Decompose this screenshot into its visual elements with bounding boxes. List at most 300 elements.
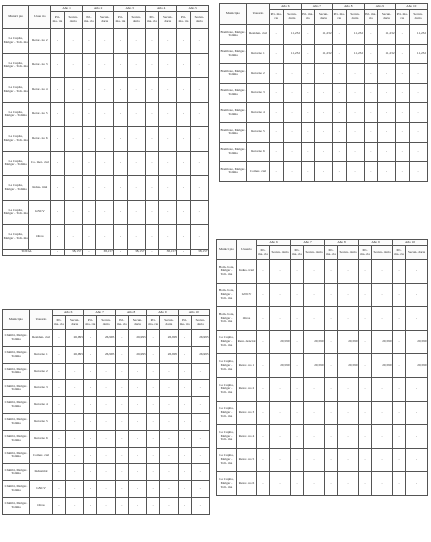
table-row — [3, 497, 210, 514]
value-cell: - — [191, 413, 209, 430]
table-row — [3, 225, 209, 250]
value-cell: - — [160, 380, 178, 397]
value-cell: - — [333, 103, 347, 123]
value-cell: - — [115, 430, 128, 447]
table-row — [3, 29, 209, 54]
value-cell: - — [127, 127, 145, 152]
table-row — [217, 307, 428, 331]
value-cell: - — [115, 330, 128, 347]
value-cell: - — [346, 162, 364, 182]
value-cell: - — [177, 176, 190, 201]
value-cell: - — [364, 64, 378, 84]
value-cell: - — [128, 380, 146, 397]
table-row — [3, 78, 209, 103]
value-cell: - — [97, 413, 115, 430]
value-cell: - — [372, 472, 393, 496]
value-cell: 11,232 — [315, 25, 333, 45]
value-cell: - — [378, 142, 396, 162]
value-cell: - — [115, 380, 128, 397]
value-cell: 11,232 — [346, 44, 364, 64]
header-secundaria: Secun- daria — [378, 10, 396, 25]
value-cell: - — [84, 464, 97, 481]
value-cell: - — [406, 425, 428, 449]
value-cell: - — [84, 497, 97, 514]
value-cell: 20,590 — [270, 354, 291, 378]
value-cell: - — [145, 78, 158, 103]
value-cell: - — [406, 472, 428, 496]
municipio-cell: Chimbi, Melgar- Tolima — [3, 464, 30, 481]
value-cell: - — [315, 64, 333, 84]
value-cell: - — [178, 430, 191, 447]
header-primaria: Pri- ma- ria — [291, 246, 304, 260]
value-cell: - — [177, 151, 190, 176]
value-cell: - — [291, 283, 304, 307]
value-cell: - — [51, 29, 64, 54]
usuario-cell: Retorno 5 — [30, 413, 53, 430]
header-secundaria: Secun- daria — [338, 246, 359, 260]
value-cell: - — [359, 448, 372, 472]
value-cell: - — [396, 83, 410, 103]
total-value-cell: 38,157 — [190, 249, 208, 255]
value-cell: - — [338, 377, 359, 401]
value-cell: - — [114, 127, 127, 152]
value-cell: - — [97, 380, 115, 397]
value-cell: - — [409, 64, 427, 84]
total-value-cell: 38,157 — [96, 249, 114, 255]
usuario-cell: Retor- no 4 — [237, 425, 257, 449]
value-cell: - — [257, 377, 270, 401]
header-year: Año 9 — [359, 240, 393, 246]
value-cell: - — [304, 448, 325, 472]
value-cell: - — [191, 363, 209, 380]
header-secundaria: Secun- daria — [128, 316, 146, 330]
value-cell: - — [128, 363, 146, 380]
table-row — [217, 472, 428, 496]
value-cell: - — [127, 29, 145, 54]
municipio-cell: Bombote, Melgar- Tolima — [220, 25, 247, 45]
value-cell: - — [291, 354, 304, 378]
usuario-cell: Industrial — [30, 464, 53, 481]
table-row — [3, 363, 210, 380]
value-cell: - — [359, 401, 372, 425]
value-cell: - — [364, 25, 378, 45]
value-cell: - — [270, 472, 291, 496]
value-cell: - — [127, 176, 145, 201]
value-cell: - — [115, 413, 128, 430]
value-cell: - — [406, 401, 428, 425]
value-cell: - — [372, 401, 393, 425]
header-secundaria: Secun- daria — [346, 10, 364, 25]
municipio-cell: La Cuplia, Melgar - Toli- ma — [217, 472, 237, 496]
value-cell: - — [364, 83, 378, 103]
usuario-cell: Retor- no 4 — [29, 78, 51, 103]
municipio-cell: La Cuplia, Melgar - Toli- ma — [3, 127, 29, 152]
value-cell: - — [333, 142, 347, 162]
value-cell: - — [333, 122, 347, 142]
value-cell: - — [270, 103, 284, 123]
municipio-cell: La Cuplia, Melgar - Toli- ma — [217, 425, 237, 449]
value-cell: - — [82, 225, 95, 250]
header-municipio: Munici pio — [217, 240, 237, 260]
value-cell: - — [406, 307, 428, 331]
value-cell: - — [338, 401, 359, 425]
value-cell: - — [114, 176, 127, 201]
value-cell: - — [333, 25, 347, 45]
value-cell: - — [115, 497, 128, 514]
municipio-cell: Chimbi, Melgar- Tolima — [3, 330, 30, 347]
value-cell: 11,232 — [378, 44, 396, 64]
value-cell: - — [325, 330, 338, 354]
usuario-cell: GNCV — [30, 481, 53, 498]
value-cell: - — [114, 225, 127, 250]
table-row — [220, 25, 428, 45]
value-cell: - — [66, 430, 84, 447]
value-cell: - — [147, 447, 160, 464]
header-primaria: Pri- ma- ria — [325, 246, 338, 260]
value-cell: - — [393, 283, 406, 307]
usuario-cell: Retor- no 2 — [29, 29, 51, 54]
value-cell: - — [396, 142, 410, 162]
value-cell: - — [338, 260, 359, 284]
value-cell: - — [301, 44, 315, 64]
value-cell: - — [114, 78, 127, 103]
value-cell: - — [96, 225, 114, 250]
value-cell: - — [127, 78, 145, 103]
value-cell: - — [393, 472, 406, 496]
table-row — [217, 425, 428, 449]
value-cell: - — [145, 29, 158, 54]
header-year: Año 8 — [333, 4, 365, 10]
value-cell: 26,995 — [160, 330, 178, 347]
value-cell: - — [84, 447, 97, 464]
value-cell: - — [82, 151, 95, 176]
value-cell: - — [378, 103, 396, 123]
value-cell: - — [270, 64, 284, 84]
value-cell: - — [409, 162, 427, 182]
municipio-cell: Bombote, Melgar- Tolima — [220, 83, 247, 103]
value-cell: - — [145, 151, 158, 176]
value-cell: - — [127, 151, 145, 176]
value-cell: 11,232 — [283, 25, 301, 45]
usuario-cell: Resi- dencial — [237, 330, 257, 354]
value-cell: - — [178, 464, 191, 481]
value-cell: 20,590 — [406, 354, 428, 378]
value-cell: - — [283, 142, 301, 162]
value-cell: - — [114, 29, 127, 54]
value-cell: - — [372, 283, 393, 307]
value-cell: 20,590 — [406, 330, 428, 354]
table-row — [3, 380, 210, 397]
total-value-cell: - — [145, 249, 158, 255]
value-cell: - — [378, 122, 396, 142]
value-cell: - — [378, 83, 396, 103]
value-cell: 20,590 — [372, 354, 393, 378]
value-cell: - — [393, 354, 406, 378]
value-cell: - — [409, 122, 427, 142]
value-cell: 20,590 — [372, 330, 393, 354]
value-cell: - — [82, 127, 95, 152]
value-cell: - — [396, 44, 410, 64]
municipio-cell: Chimbi, Melgar- Tolima — [3, 497, 30, 514]
municipio-cell: Bombote, Melgar- Tolima — [220, 64, 247, 84]
value-cell: - — [51, 53, 64, 78]
value-cell: 26,995 — [97, 330, 115, 347]
value-cell: - — [372, 260, 393, 284]
header-usuario: Usuario — [237, 240, 257, 260]
value-cell: - — [378, 64, 396, 84]
header-secundaria: Secun- daria — [190, 12, 208, 29]
value-cell: - — [325, 354, 338, 378]
usuario-cell: Retor- no 3 — [237, 401, 257, 425]
value-cell: 26,995 — [191, 330, 209, 347]
municipio-cell: La Cuplia, Melgar - Toli- ma — [217, 401, 237, 425]
value-cell: - — [315, 142, 333, 162]
table-row — [217, 330, 428, 354]
value-cell: - — [270, 83, 284, 103]
header-year: Año 9 — [364, 4, 396, 10]
table-row — [217, 377, 428, 401]
municipio-cell: Chimbi, Melgar- Tolima — [3, 346, 30, 363]
value-cell: - — [64, 29, 82, 54]
usuario-cell: Otros — [30, 497, 53, 514]
value-cell: - — [51, 200, 64, 225]
value-cell: - — [338, 448, 359, 472]
municipio-cell: Bombote, Melgar- Tolima — [220, 103, 247, 123]
table-row — [3, 346, 210, 363]
value-cell: - — [147, 363, 160, 380]
value-cell: - — [145, 225, 158, 250]
header-primaria: Pri- ma- ria — [84, 316, 97, 330]
header-year: Año 9 — [147, 310, 178, 316]
value-cell: - — [304, 425, 325, 449]
value-cell: - — [346, 103, 364, 123]
header-primaria: Pri- ma- ria — [145, 12, 158, 29]
value-cell: 20,590 — [338, 354, 359, 378]
usuario-cell: Retorno 2 — [30, 363, 53, 380]
value-cell: - — [114, 151, 127, 176]
municipio-cell: Bombote, Melgar- Tolima — [220, 162, 247, 182]
table-row — [3, 200, 209, 225]
value-cell: - — [178, 380, 191, 397]
value-cell: - — [393, 307, 406, 331]
value-cell: - — [325, 260, 338, 284]
value-cell: - — [66, 413, 84, 430]
value-cell: - — [177, 53, 190, 78]
value-cell: - — [364, 103, 378, 123]
value-cell: - — [147, 397, 160, 414]
value-cell: - — [51, 151, 64, 176]
usuario-cell: Retorno 6 — [247, 142, 270, 162]
value-cell: - — [359, 425, 372, 449]
value-cell: - — [147, 330, 160, 347]
value-cell: - — [147, 413, 160, 430]
value-cell: - — [159, 53, 177, 78]
usuario-cell: Retor- no 6 — [29, 127, 51, 152]
value-cell: - — [84, 380, 97, 397]
value-cell: - — [304, 307, 325, 331]
table-row — [220, 122, 428, 142]
value-cell: - — [178, 447, 191, 464]
header-primaria: Pri- ma- ria — [393, 246, 406, 260]
usuario-cell: Retorno 4 — [30, 397, 53, 414]
value-cell: - — [257, 307, 270, 331]
usuario-cell: Co- mer- cial — [29, 151, 51, 176]
municipio-cell: La Cuplia, Melgar - Tolima — [3, 151, 29, 176]
value-cell: - — [178, 330, 191, 347]
table-4 — [216, 239, 428, 496]
header-year: Año 7 — [291, 240, 325, 246]
value-cell: 26,995 — [128, 346, 146, 363]
header-secundaria: Secun- daria — [191, 316, 209, 330]
value-cell: - — [283, 64, 301, 84]
value-cell: - — [115, 481, 128, 498]
header-municipio: Municipio — [3, 310, 30, 330]
usuario-cell: Retorno 6 — [30, 430, 53, 447]
value-cell: - — [406, 448, 428, 472]
header-year: Año 10 — [396, 4, 428, 10]
value-cell: - — [177, 78, 190, 103]
value-cell: - — [191, 481, 209, 498]
value-cell: - — [53, 430, 66, 447]
value-cell: - — [325, 377, 338, 401]
value-cell: - — [190, 151, 208, 176]
value-cell: - — [346, 64, 364, 84]
value-cell: - — [338, 307, 359, 331]
value-cell: - — [178, 346, 191, 363]
value-cell: - — [393, 448, 406, 472]
value-cell: - — [325, 283, 338, 307]
usuario-cell: Retor- no 2 — [237, 377, 257, 401]
value-cell: - — [84, 430, 97, 447]
usuario-cell: Retorno 1 — [30, 346, 53, 363]
value-cell: - — [359, 260, 372, 284]
value-cell: - — [359, 472, 372, 496]
value-cell: - — [96, 127, 114, 152]
value-cell: - — [301, 103, 315, 123]
header-secundaria: Secun- daria — [315, 10, 333, 25]
header-primaria: Pri- ma- ria — [51, 12, 64, 29]
header-municipio: Municipio — [220, 4, 247, 25]
municipio-cell: Bom- bote, Melgar - Toli- ma — [217, 260, 237, 284]
table-row — [3, 151, 209, 176]
header-secundaria: Secun- daria — [64, 12, 82, 29]
value-cell: - — [84, 363, 97, 380]
table-1 — [2, 5, 209, 256]
value-cell: - — [145, 127, 158, 152]
value-cell: - — [409, 83, 427, 103]
header-year: Año 2 — [82, 6, 114, 12]
value-cell: - — [96, 102, 114, 127]
municipio-cell: La Cuplia, Melgar - Toli- ma — [3, 78, 29, 103]
table-row — [3, 430, 210, 447]
value-cell: - — [178, 413, 191, 430]
value-cell: - — [66, 397, 84, 414]
total-value-cell: - — [51, 249, 64, 255]
value-cell: - — [364, 142, 378, 162]
value-cell: - — [301, 142, 315, 162]
value-cell: - — [84, 481, 97, 498]
value-cell: - — [190, 29, 208, 54]
value-cell: - — [359, 307, 372, 331]
table-row — [220, 44, 428, 64]
header-primaria: Pri- ma- ria — [270, 10, 284, 25]
value-cell: - — [128, 447, 146, 464]
municipio-cell: La Cuplia, Melgar - Tolima — [3, 102, 29, 127]
value-cell: - — [393, 425, 406, 449]
value-cell: - — [97, 464, 115, 481]
value-cell: - — [127, 102, 145, 127]
usuario-cell: Retor- no 3 — [29, 53, 51, 78]
value-cell: - — [147, 346, 160, 363]
value-cell: - — [159, 176, 177, 201]
municipio-cell: La Cuplia, Melgar - Toli- ma — [3, 29, 29, 54]
value-cell: - — [178, 497, 191, 514]
usuario-cell: Comer- cial — [247, 162, 270, 182]
value-cell: - — [159, 151, 177, 176]
value-cell: - — [270, 307, 291, 331]
value-cell: - — [257, 401, 270, 425]
value-cell: - — [270, 425, 291, 449]
header-year: Año 7 — [84, 310, 115, 316]
value-cell: - — [147, 481, 160, 498]
value-cell: 26,995 — [66, 346, 84, 363]
municipio-cell: Bombote, Melgar- Tolima — [220, 142, 247, 162]
header-secundaria: Secun- daria — [96, 12, 114, 29]
header-year: Año 5 — [177, 6, 209, 12]
value-cell: - — [84, 330, 97, 347]
value-cell: - — [160, 497, 178, 514]
value-cell: - — [396, 25, 410, 45]
value-cell: - — [114, 102, 127, 127]
value-cell: - — [409, 142, 427, 162]
value-cell: - — [257, 448, 270, 472]
value-cell: 11,232 — [346, 25, 364, 45]
value-cell: - — [64, 102, 82, 127]
header-primaria: Pri- ma- ria — [147, 316, 160, 330]
value-cell: - — [396, 122, 410, 142]
value-cell: - — [191, 464, 209, 481]
header-primaria: Pri- ma- ria — [53, 316, 66, 330]
value-cell: - — [64, 151, 82, 176]
value-cell: 26,995 — [66, 330, 84, 347]
municipio-cell: La Cuplia, Melgar - Toli- ma — [3, 200, 29, 225]
usuario-cell: Retor- no 6 — [237, 472, 257, 496]
value-cell: - — [53, 397, 66, 414]
value-cell: - — [147, 464, 160, 481]
value-cell: - — [145, 53, 158, 78]
value-cell: 26,995 — [191, 346, 209, 363]
value-cell: - — [191, 380, 209, 397]
value-cell: - — [64, 78, 82, 103]
value-cell: 20,590 — [304, 354, 325, 378]
value-cell: - — [115, 346, 128, 363]
value-cell: - — [51, 127, 64, 152]
value-cell: - — [406, 377, 428, 401]
table-row — [220, 162, 428, 182]
total-label: TOTAL — [3, 249, 51, 255]
municipio-cell: La Cuplia, Melgar - Toli- ma — [217, 377, 237, 401]
value-cell: - — [325, 307, 338, 331]
value-cell: - — [315, 103, 333, 123]
usuario-cell: Retorno 3 — [30, 380, 53, 397]
value-cell: - — [393, 260, 406, 284]
value-cell: - — [304, 377, 325, 401]
value-cell: - — [97, 481, 115, 498]
value-cell: - — [191, 430, 209, 447]
value-cell: - — [364, 122, 378, 142]
value-cell: - — [64, 176, 82, 201]
total-value-cell: - — [177, 249, 190, 255]
